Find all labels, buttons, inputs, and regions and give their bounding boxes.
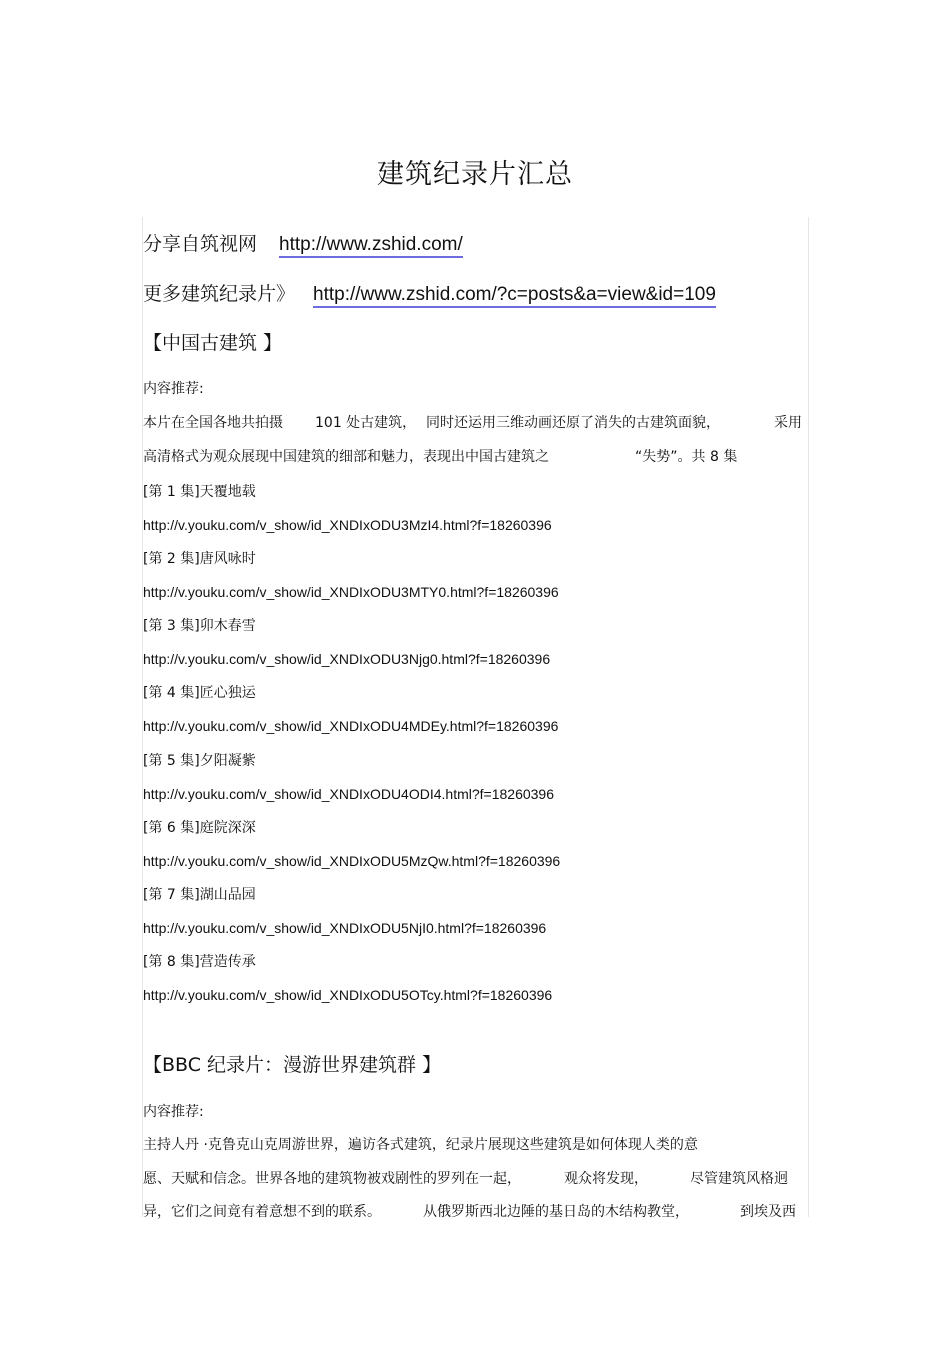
intro-label: 内容推荐:	[143, 381, 204, 397]
episode-title: [第 6 集]庭院深深	[143, 820, 256, 836]
episode-title: [第 2 集]唐风咏时	[143, 551, 256, 567]
episode-link[interactable]: http://v.youku.com/v_show/id_XNDIxODU3Njg0.html?f=18260396	[143, 651, 551, 667]
page-title: 建筑纪录片汇总	[377, 159, 573, 190]
share-line	[143, 229, 463, 256]
episode-link[interactable]: http://v.youku.com/v_show/id_XNDIxODU3MzI4.html?f=18260396	[143, 517, 552, 533]
episode-link[interactable]: http://v.youku.com/v_show/id_XNDIxODU5NjI0.html?f=18260396	[143, 920, 547, 936]
section-heading-china: 【中国古建筑 】	[143, 332, 283, 354]
episode-link[interactable]: http://v.youku.com/v_show/id_XNDIxODU5OTcy.html?f=18260396	[143, 987, 553, 1003]
episode-title: [第 5 集]夕阳凝紫	[143, 753, 256, 769]
episode-link[interactable]: http://v.youku.com/v_show/id_XNDIxODU4MDEy.html?f=18260396	[143, 718, 559, 734]
episode-title: [第 3 集]卯木春雪	[143, 618, 256, 634]
episode-title: [第 1 集]天覆地载	[143, 484, 256, 500]
more-link[interactable]: http://www.zshid.com/?c=posts&a=view&id=109	[313, 284, 716, 308]
episode-title: [第 4 集]匠心独运	[143, 685, 256, 701]
more-line	[143, 279, 716, 306]
episode-title: [第 8 集]营造传承	[143, 954, 256, 970]
description-line: 主持人丹 ·克鲁克山克周游世界，遍访各式建筑，纪录片展现这些建筑是如何体现人类的意	[143, 1137, 698, 1153]
share-link[interactable]: http://www.zshid.com/	[279, 234, 463, 258]
episode-link[interactable]: http://v.youku.com/v_show/id_XNDIxODU3MTY0.html?f=18260396	[143, 584, 559, 600]
section-heading-bbc: 【BBC 纪录片：漫游世界建筑群 】	[143, 1054, 442, 1076]
share-label: 分享自筑视网	[143, 233, 258, 255]
episode-title: [第 7 集]湖山品园	[143, 887, 256, 903]
intro-label: 内容推荐:	[143, 1104, 204, 1120]
episode-link[interactable]: http://v.youku.com/v_show/id_XNDIxODU5MzQw.html?f=18260396	[143, 853, 561, 869]
more-label: 更多建筑纪录片》	[143, 283, 296, 305]
episode-link[interactable]: http://v.youku.com/v_show/id_XNDIxODU4ODI4.html?f=18260396	[143, 786, 554, 802]
